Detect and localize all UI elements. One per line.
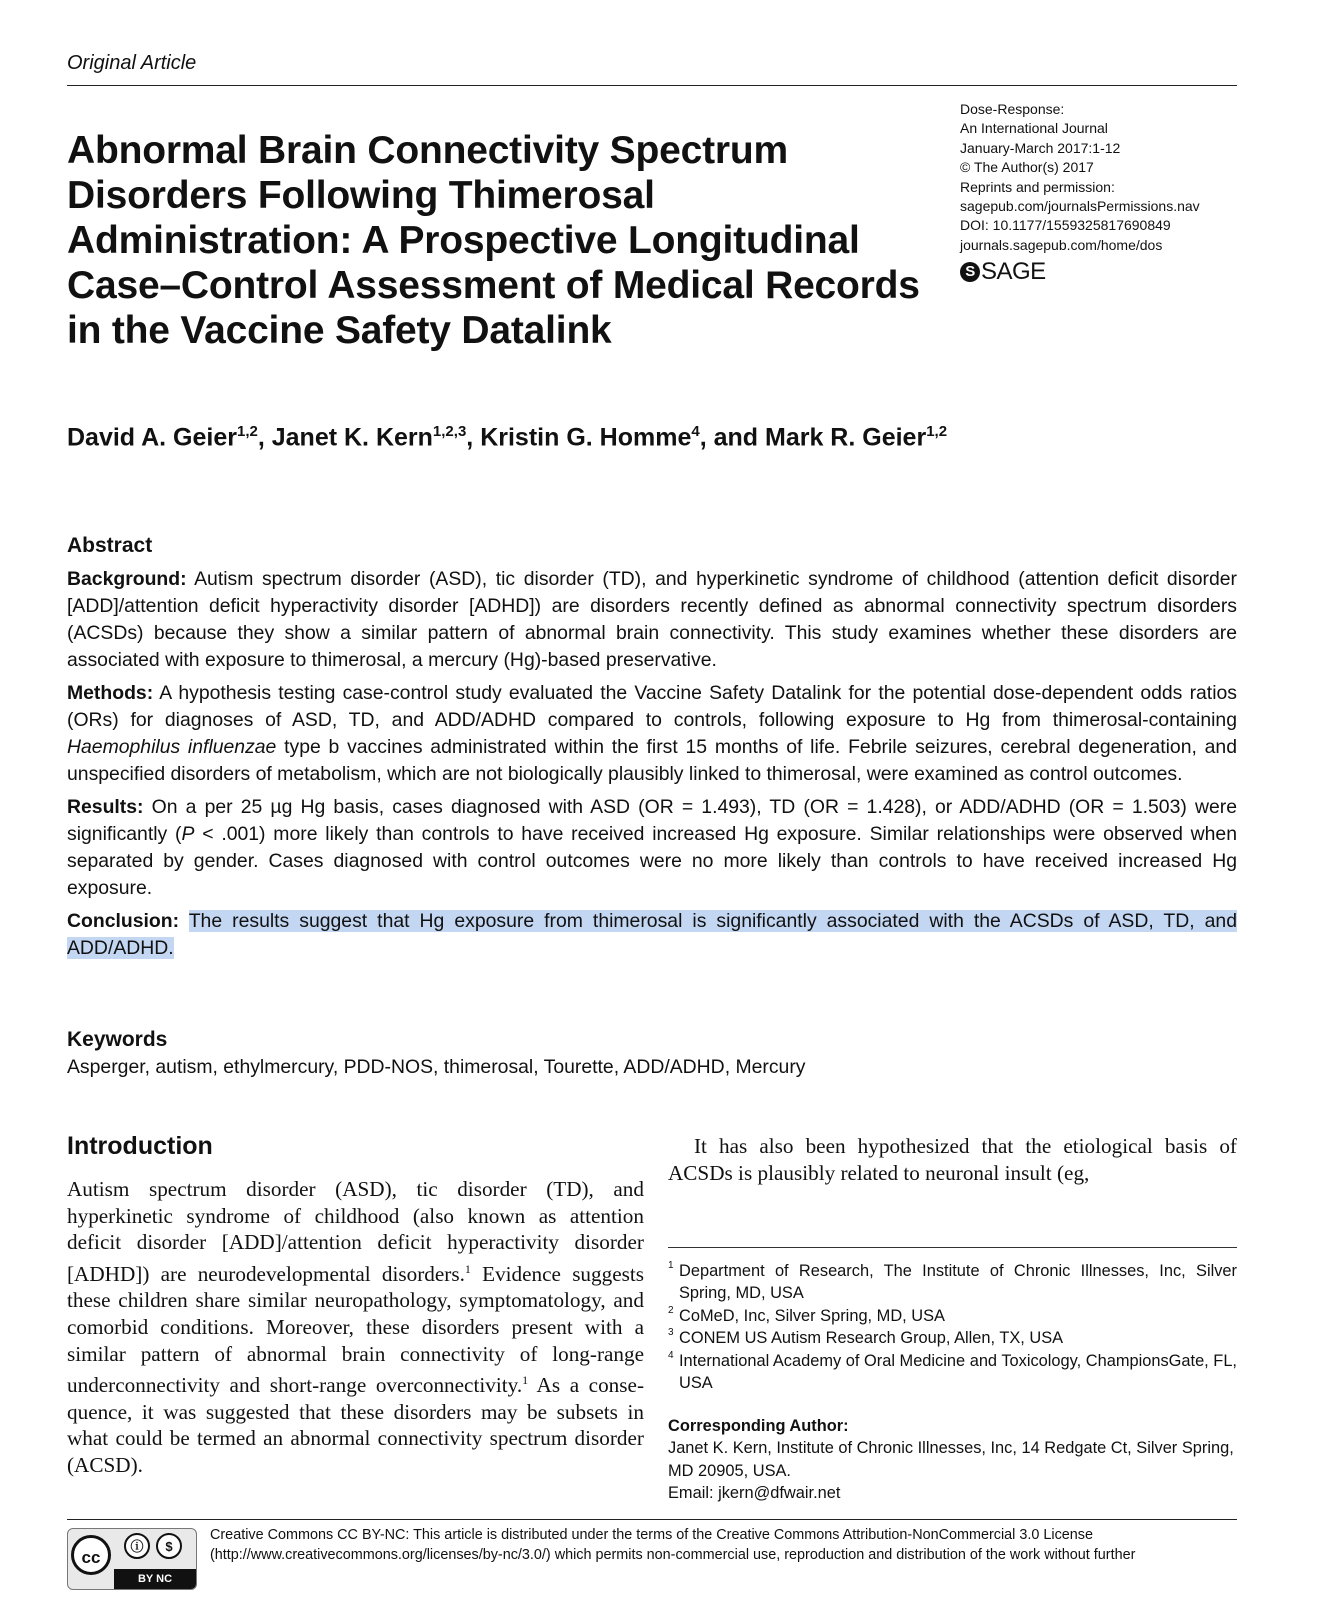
abstract-heading: Abstract [67, 534, 153, 557]
intro-text-part: Evidence suggests these children share similar neuropathology, symptomatology, and comorbid conditions. Moreover, these disorders present with a similar pattern of abnormal brain connectivity of long-range underconnectivity and short-range overconnectivity. [67, 1261, 644, 1398]
affiliation-item [668, 1327, 1237, 1349]
affiliation-text: International Academy of Oral Medicine and Toxicology, ChampionsGate, FL, USA [679, 1351, 1237, 1393]
affiliation-number: 4 [668, 1349, 674, 1361]
noncommercial-icon: $ [156, 1533, 182, 1559]
attribution-icon: ⓘ [124, 1533, 150, 1559]
footnote-divider [668, 1247, 1237, 1248]
journal-home-link[interactable]: journals.sagepub.com/home/dos [960, 236, 1163, 253]
header-divider [67, 85, 1237, 86]
abstract-methods [67, 680, 1237, 788]
keywords-list: Asperger, autism, ethylmercury, PDD-NOS, thimerosal, Tourette, ADD/ADHD, Mercury [67, 1056, 806, 1078]
author-name: David A. Geier [67, 423, 237, 452]
license-badge-label: BY NC [114, 1569, 196, 1589]
results-text: On a per 25 µg Hg basis, cases diagnosed with ASD (OR = 1.493), TD (OR = 1.428), or ADD/ADHD (OR = 1.503) were significantly ( [67, 796, 1237, 845]
affiliation-item [668, 1260, 1237, 1305]
affiliation-text: CoMeD, Inc, Silver Spring, MD, USA [679, 1306, 945, 1325]
creative-commons-icon: cc [71, 1535, 111, 1575]
abstract-conclusion [67, 908, 1237, 962]
journal-name: Dose-Response: [960, 101, 1065, 117]
abstract-section [67, 532, 1237, 968]
corresponding-author [668, 1415, 1237, 1505]
affiliation-text: CONEM US Autism Research Group, Allen, TX, USA [679, 1329, 1064, 1348]
affiliation-item [668, 1305, 1237, 1327]
intro-text-part: Autism spectrum disorder (ASD), tic disorder (TD), and hyperkinetic syndrome of childhood (also known as attention deficit disorder [ADD]/attention deficit hyperactivity disorder [ADHD]) are neurodevelopmental disorders. [67, 1177, 644, 1286]
affiliation-number: 2 [668, 1304, 674, 1316]
sage-logo [960, 258, 1046, 286]
author-separator: , [466, 423, 481, 452]
license-line: Creative Commons CC BY-NC: This article is distributed under the terms of the Creative Commons Attribution-NonCommercial 3.0 License [210, 1527, 1093, 1543]
cc-by-nc-badge[interactable] [67, 1528, 197, 1590]
footer-divider [67, 1519, 1237, 1520]
article-type-label: Original Article [67, 52, 197, 74]
conclusion-label: Conclusion: [67, 910, 180, 932]
background-text: Autism spectrum disorder (ASD), tic disorder (TD), and hyperkinetic syndrome of childhood (attention deficit disorder [ADD]/attention deficit hyperactivity disorder [ADHD]) are disorders recently defined as abnormal connectivity spectrum disorders (ACSDs) because they show a similar pattern of abnormal brain connectivity. This study examines whether these disorders are associated with exposure to thimerosal, a mercury (Hg)-based preservative. [67, 568, 1237, 671]
corresponding-author-address: Janet K. Kern, Institute of Chronic Illnesses, Inc, 14 Redgate Ct, Silver Spring, MD 20905, USA. [668, 1439, 1234, 1480]
keywords-heading: Keywords [67, 1028, 168, 1051]
author-name: Kristin G. Homme [480, 423, 692, 452]
journal-info [960, 100, 1260, 255]
author-list [67, 423, 947, 452]
affiliations-list [668, 1260, 1237, 1394]
methods-species-name: Haemophilus influenzae [67, 736, 277, 758]
conclusion-text-selected[interactable]: The results suggest that Hg exposure from thimerosal is significantly associated with the ACSDs of ASD, TD, and ADD/ADHD. [67, 910, 1237, 959]
author-affiliation-marker: 1,2 [926, 423, 948, 440]
corresponding-author-email[interactable]: Email: jkern@dfwair.net [668, 1484, 841, 1503]
license-link-line[interactable]: (http://www.creativecommons.org/licenses/by-nc/3.0/) which permits non-commercial use, reproduction and distribution of the work without further [210, 1546, 1136, 1563]
affiliation-number: 1 [668, 1260, 674, 1271]
abstract-background [67, 566, 1237, 674]
results-p-symbol: P [181, 823, 195, 845]
reference-marker[interactable]: 1 [522, 1373, 529, 1388]
intro-text-part: As a consequence, it was suggested that these disorders may be subsets in what could be termed an abnormal connectivity spectrum disorder (ACSD). [67, 1373, 644, 1478]
second-column-text: It has also been hypothesized that the etiological basis of ACSDs is plausibly related to neuronal insult (eg, [668, 1134, 1237, 1185]
affiliation-item [668, 1350, 1237, 1395]
permissions-link[interactable]: sagepub.com/journalsPermissions.nav [960, 198, 1200, 215]
author-separator: , [257, 423, 272, 452]
sage-logo-text: SAGE [981, 258, 1046, 285]
methods-text: A hypothesis testing case-control study evaluated the Vaccine Safety Datalink for the potential dose-dependent odds ratios (ORs) for diagnoses of ASD, TD, and ADD/ADHD compared to controls, following exposure to Hg from thimerosal-containing [67, 682, 1237, 731]
abstract-results [67, 794, 1237, 902]
sage-logo-icon: S [960, 262, 980, 282]
methods-label: Methods: [67, 682, 154, 704]
introduction-paragraph [67, 1176, 644, 1479]
doi-link[interactable]: DOI: 10.1177/1559325817690849 [960, 217, 1171, 234]
affiliation-text: Department of Research, The Institute of Chronic Illnesses, Inc, Silver Spring, MD, USA [679, 1262, 1237, 1303]
copyright: © The Author(s) 2017 [960, 159, 1094, 176]
keywords-section [67, 1026, 1237, 1081]
journal-subtitle: An International Journal [960, 120, 1108, 137]
journal-issue: January-March 2017:1-12 [960, 139, 1121, 156]
author-name: Mark R. Geier [765, 423, 927, 452]
affiliation-number: 3 [668, 1327, 674, 1339]
reference-marker[interactable]: 1 [464, 1261, 471, 1276]
second-column-paragraph [668, 1133, 1237, 1186]
author-name: Janet K. Kern [271, 423, 433, 452]
license-statement [210, 1526, 1210, 1565]
background-label: Background: [67, 568, 187, 590]
author-affiliation-marker: 1,2,3 [432, 423, 467, 440]
author-affiliation-marker: 4 [691, 423, 700, 440]
article-title: Abnormal Brain Connectivity Spectrum Disorders Following Thimerosal Administration: A Prospective Longitudinal Case–Control Assessment of Medical Records in the Vaccine Safety Datalink [67, 129, 920, 352]
methods-text-continued: type b vaccines administrated within the first 15 months of life. Febrile seizures, cerebral degeneration, and unspecified disorders of metabolism, which are not biologically plausibly linked to thimerosal, were examined as control outcomes. [67, 736, 1237, 785]
author-affiliation-marker: 1,2 [236, 423, 258, 440]
results-label: Results: [67, 796, 144, 818]
results-text-continued: < .001) more likely than controls to have received increased Hg exposure. Similar relationships were observed when separated by gender. Cases diagnosed with control outcomes were no more likely than controls to have received increased Hg exposure. [67, 823, 1237, 899]
corresponding-author-heading: Corresponding Author: [668, 1417, 849, 1435]
reprints-label: Reprints and permission: [960, 178, 1115, 195]
introduction-heading: Introduction [67, 1132, 213, 1160]
author-separator: , and [699, 423, 765, 452]
